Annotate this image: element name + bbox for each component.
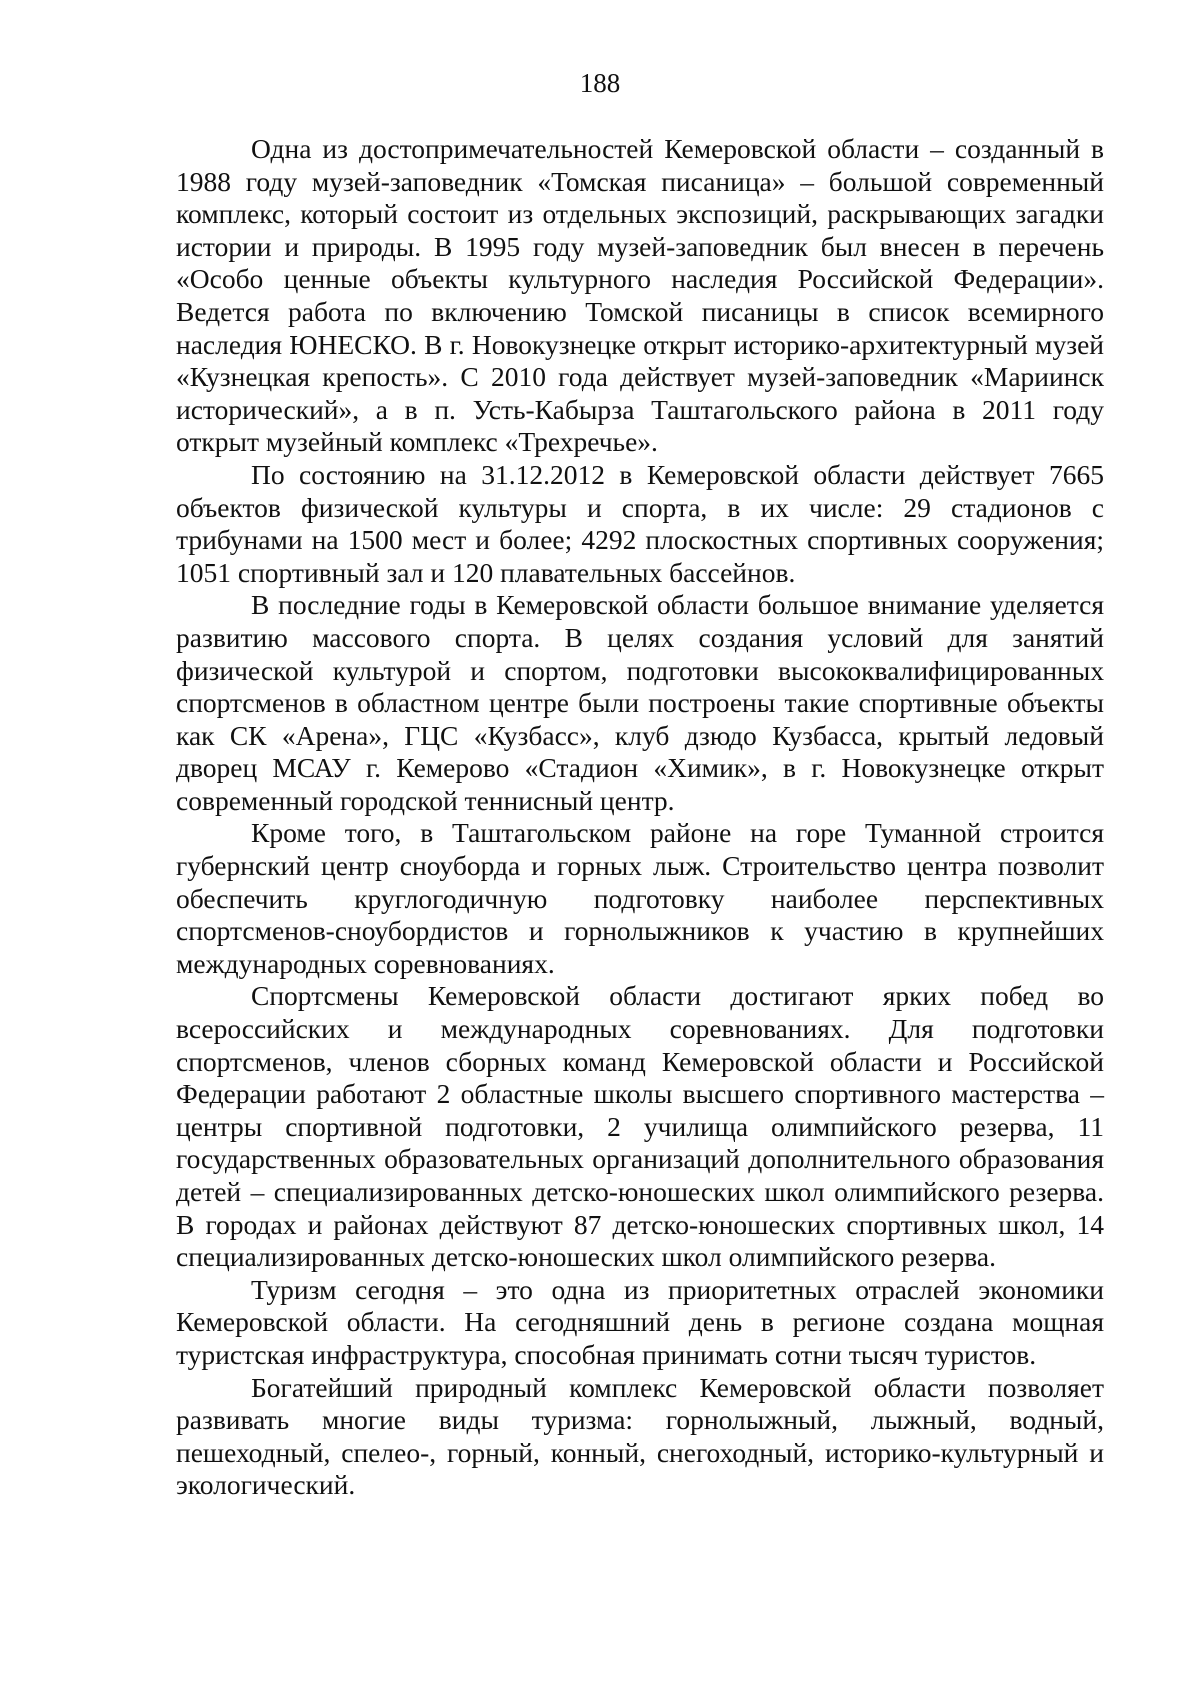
- body-text: [176, 133, 1104, 1502]
- paragraph-tourism-types: Богатейший природный комплекс Кемеровской области позволяет развивать многие виды туризма: горнолыжный, лыжный, водный, пешеходный, спелео-, горный, конный, снегоходный, историко-культурный и экологический.: [176, 1371, 1104, 1501]
- paragraph-sport-facilities: По состоянию на 31.12.2012 в Кемеровской области действует 7665 объектов физической культуры и спорта, в их числе: 29 стадионов с трибунами на 1500 мест и более; 4292 плоскостных спортивных сооружения; 1051 спортивный зал и 120 плавательных бассейнов.: [176, 458, 1104, 588]
- page-number: 188: [579, 68, 621, 98]
- paragraph-mass-sport: В последние годы в Кемеровской области большое внимание уделяется развитию массового спорта. В целях создания условий для занятий физической культурой и спортом, подготовки высококвалифицированных спортсменов в областном центре были построены такие спортивные объекты как СК «Арена», ГЦС «Кузбасс», клуб дзюдо Кузбасса, крытый ледовый дворец МСАУ г. Кемерово «Стадион «Химик», в г. Новокузнецке открыт современный городской теннисный центр.: [176, 589, 1104, 816]
- paragraph-tourism: Туризм сегодня – это одна из приоритетных отраслей экономики Кемеровской области. На сегодняшний день в регионе создана мощная туристская инфраструктура, способная принимать сотни тысяч туристов.: [176, 1273, 1104, 1370]
- paragraph-museums: Одна из достопримечательностей Кемеровской области – созданный в 1988 году музей-заповедник «Томская писаница» – большой современный комплекс, который состоит из отдельных экспозиций, раскрывающих загадки истории и природы. В 1995 году музей-заповедник был внесен в перечень «Особо ценные объекты культурного наследия Российской Федерации». Ведется работа по включению Томской писаницы в список всемирного наследия ЮНЕСКО. В г. Новокузнецке открыт историко-архитектурный музей «Кузнецкая крепость». С 2010 года действует музей-заповедник «Мариинск исторический», а в п. Усть-Кабырза Таштагольского района в 2011 году открыт музейный комплекс «Трехречье».: [176, 133, 1104, 458]
- paragraph-snowboard-center: Кроме того, в Таштагольском районе на горе Туманной строится губернский центр сноуборда и горных лыж. Строительство центра позволит обеспечить круглогодичную подготовку наиболее перспективных спортсменов-сноубордистов и горнолыжников к участию в крупнейших международных соревнованиях.: [176, 817, 1104, 979]
- paragraph-athletes: Спортсмены Кемеровской области достигают ярких побед во всероссийских и международных соревнованиях. Для подготовки спортсменов, членов сборных команд Кемеровской области и Российской Федерации работают 2 областные школы высшего спортивного мастерства – центры спортивной подготовки, 2 училища олимпийского резерва, 11 государственных образовательных организаций дополнительного образования детей – специализированных детско-юношеских школ олимпийского резерва. В городах и районах действуют 87 детско-юношеских спортивных школ, 14 специализированных детско-юношеских школ олимпийского резерва.: [176, 980, 1104, 1273]
